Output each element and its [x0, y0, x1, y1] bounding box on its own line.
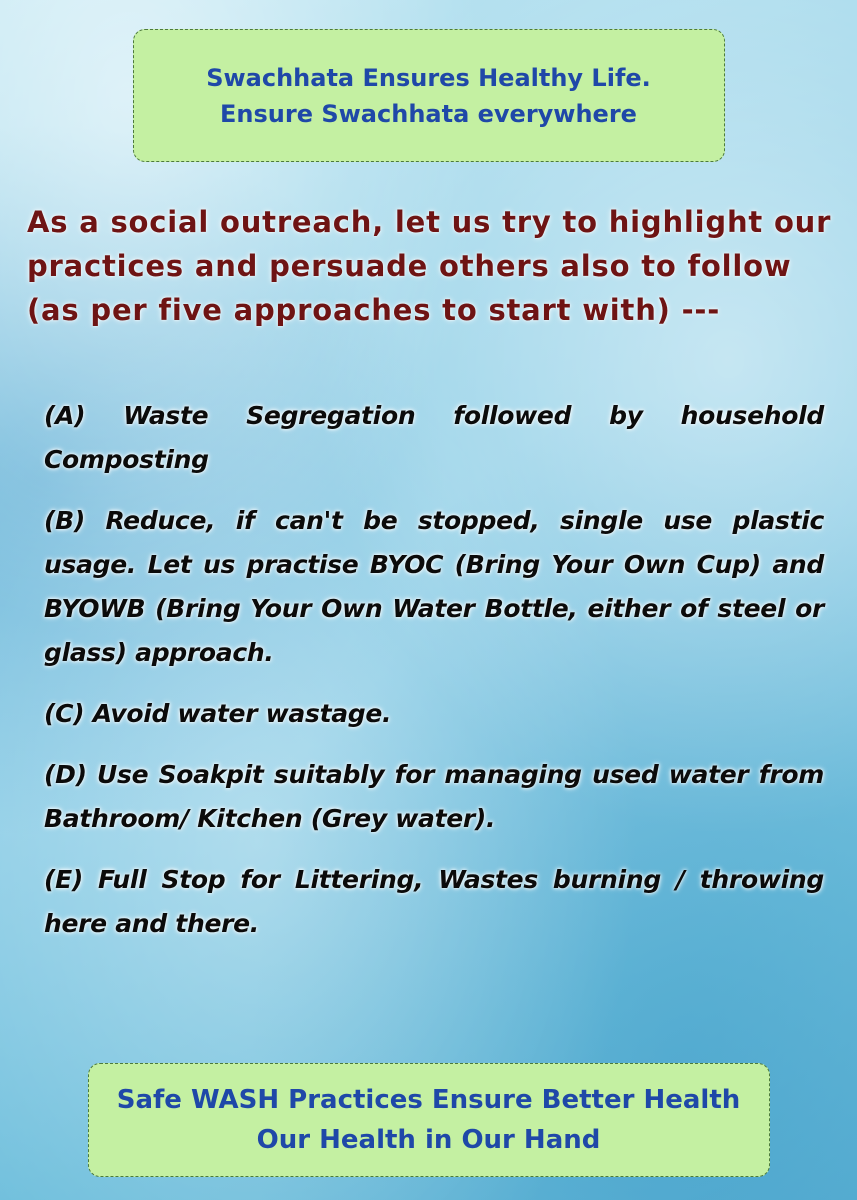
- footer-banner: [88, 1063, 770, 1177]
- approach-item-b: (B) Reduce, if can't be stopped, single use plastic usage. Let us practise BYOC (Bring Your Own Cup) and BYOWB (Bring Your Own Water Bottle, either of steel or glass) approach.: [44, 506, 824, 667]
- header-line-1: Swachhata Ensures Healthy Life.: [206, 63, 651, 92]
- intro-line-1: As a social outreach, let us try to highlight our: [27, 205, 832, 239]
- approach-item-e: (E) Full Stop for Littering, Wastes burning / throwing here and there.: [44, 865, 824, 938]
- approach-item-a: (A) Waste Segregation followed by household Composting: [44, 401, 824, 474]
- approaches-list: [44, 394, 824, 963]
- intro-line-2: practices and persuade others also to follow: [27, 249, 792, 283]
- intro-line-3: (as per five approaches to start with) ---: [27, 293, 721, 327]
- approach-item-c: (C) Avoid water wastage.: [44, 699, 392, 728]
- header-line-2: Ensure Swachhata everywhere: [220, 99, 637, 128]
- footer-line-1: Safe WASH Practices Ensure Better Health: [116, 1085, 741, 1115]
- header-banner: [133, 29, 725, 162]
- approach-item-d: (D) Use Soakpit suitably for managing used water from Bathroom/ Kitchen (Grey water).: [44, 760, 824, 833]
- footer-line-2: Our Health in Our Hand: [256, 1125, 601, 1155]
- intro-paragraph: [27, 200, 833, 332]
